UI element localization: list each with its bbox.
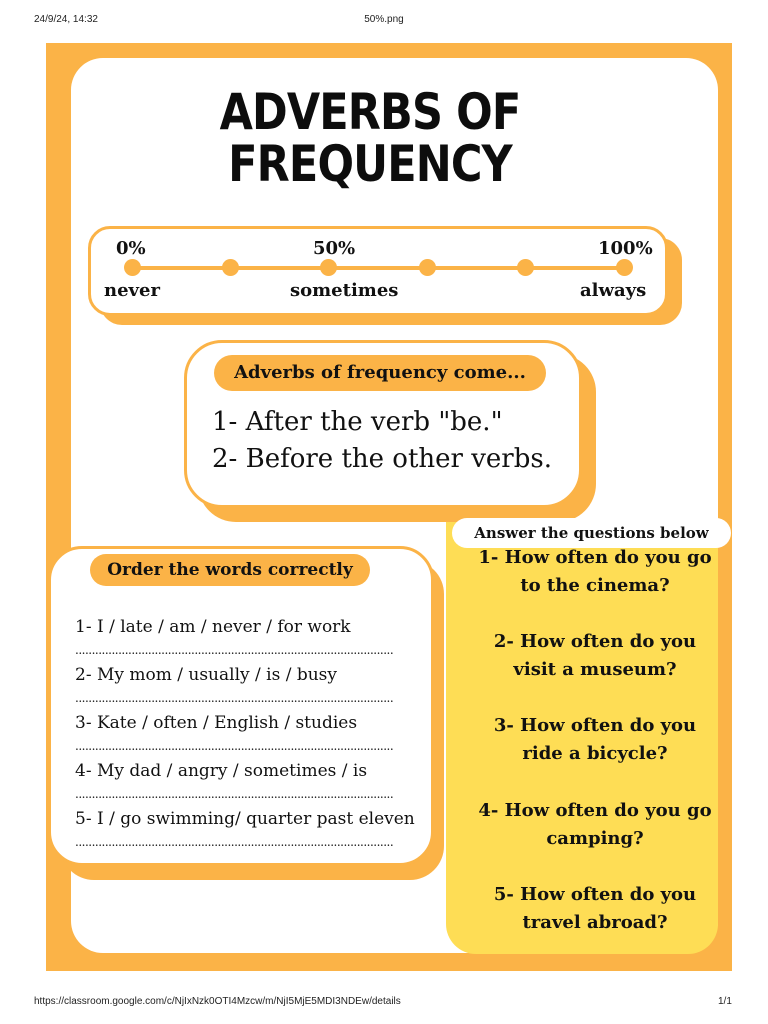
rule-line-2: 2- Before the other verbs. [212, 444, 552, 474]
rule-line-1: 1- After the verb "be." [212, 407, 503, 437]
title-line-1: ADVERBS OF [219, 83, 521, 141]
question-4-line-1: 4- How often do you go [478, 800, 712, 821]
print-page-number: 1/1 [718, 996, 732, 1007]
question-4-line-2: camping? [546, 828, 644, 849]
question-4 [462, 797, 728, 853]
scale-dot-1 [222, 259, 239, 276]
question-2-line-1: 2- How often do you [493, 631, 697, 652]
question-5-line-2: travel abroad? [522, 912, 668, 933]
scale-percent-100: 100% [598, 238, 653, 259]
scale-label-sometimes: sometimes [290, 280, 399, 301]
order-heading: Order the words correctly [90, 554, 370, 586]
scale-dot-0 [124, 259, 141, 276]
scale-label-always: always [580, 280, 647, 301]
question-1-line-1: 1- How often do you go [478, 547, 712, 568]
scale-label-never: never [104, 280, 160, 301]
answer-line-1: ................................................................................................ [75, 643, 394, 657]
question-5 [462, 881, 728, 937]
scale-dot-3 [419, 259, 436, 276]
scale-dot-4 [517, 259, 534, 276]
question-3-line-2: ride a bicycle? [522, 743, 668, 764]
question-2 [462, 628, 728, 684]
answer-line-3: ................................................................................................ [75, 739, 394, 753]
rule-heading: Adverbs of frequency come... [214, 355, 546, 391]
answer-line-5: ................................................................................................ [75, 835, 394, 849]
question-3 [462, 712, 728, 768]
order-item-5: 5- I / go swimming/ quarter past eleven [75, 809, 415, 829]
question-5-line-1: 5- How often do you [493, 884, 697, 905]
question-1 [462, 544, 728, 600]
question-2-line-2: visit a museum? [513, 659, 677, 680]
frequency-scale-box [88, 226, 668, 316]
scale-line [132, 266, 624, 270]
scale-dot-5 [616, 259, 633, 276]
order-item-4: 4- My dad / angry / sometimes / is [75, 761, 368, 781]
questions-heading: Answer the questions below [452, 518, 731, 548]
scale-percent-0: 0% [116, 238, 146, 259]
scale-percent-50: 50% [313, 238, 356, 259]
answer-line-4: ................................................................................................ [75, 787, 394, 801]
title-line-2: FREQUENCY [228, 135, 512, 193]
order-item-1: 1- I / late / am / never / for work [75, 617, 351, 637]
print-filename: 50%.png [364, 14, 404, 25]
question-1-line-2: to the cinema? [520, 575, 670, 596]
order-item-2: 2- My mom / usually / is / busy [75, 665, 338, 685]
print-url[interactable]: https://classroom.google.com/c/NjIxNzk0OTI4Mzcw/m/NjI5MjE5MDI3NDEw/details [34, 996, 401, 1007]
answer-line-2: ................................................................................................ [75, 691, 394, 705]
worksheet-title [189, 83, 550, 193]
order-item-3: 3- Kate / often / English / studies [75, 713, 358, 733]
print-datetime: 24/9/24, 14:32 [34, 14, 98, 25]
scale-dot-2 [320, 259, 337, 276]
question-3-line-1: 3- How often do you [493, 715, 697, 736]
